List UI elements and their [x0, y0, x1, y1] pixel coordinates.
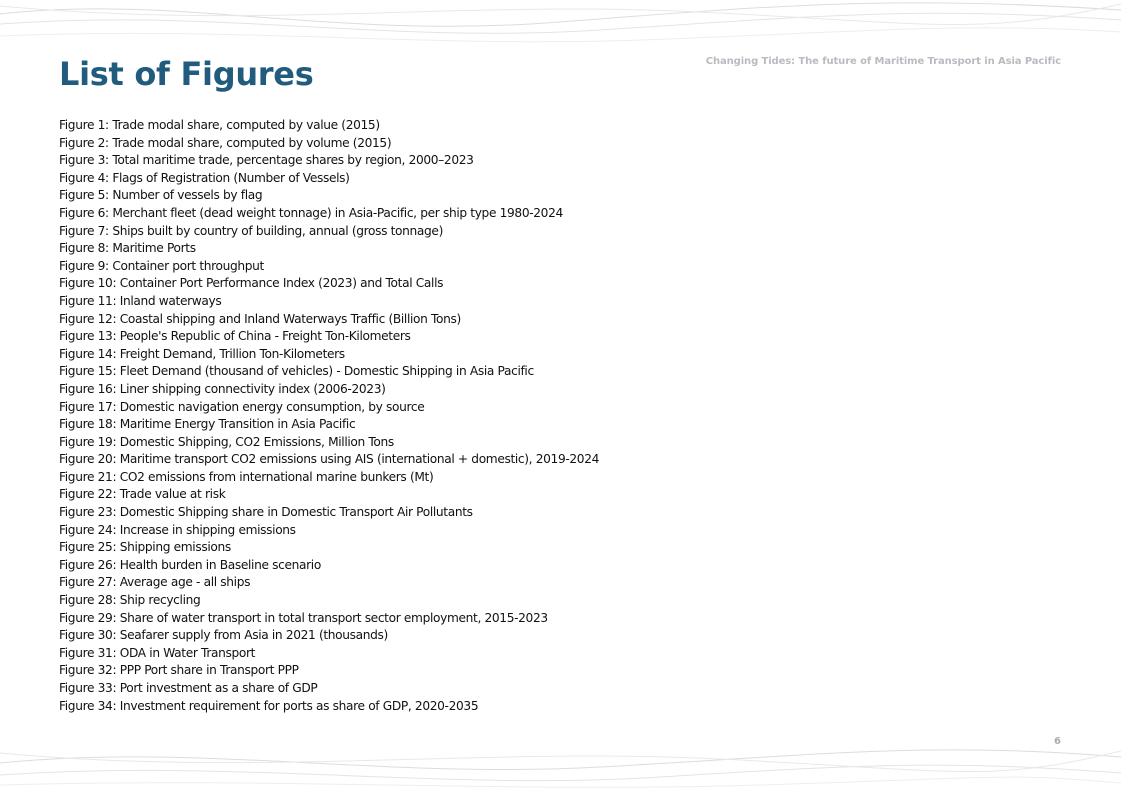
figure-list-item: Figure 16: Liner shipping connectivity index (2006-2023): [59, 381, 386, 396]
figure-list-item: Figure 24: Increase in shipping emissions: [59, 522, 296, 537]
figure-list-item: Figure 10: Container Port Performance Index (2023) and Total Calls: [59, 276, 444, 291]
figure-list-item: Figure 30: Seafarer supply from Asia in 2021 (thousands): [59, 628, 388, 643]
figure-list-item: Figure 27: Average age - all ships: [59, 575, 251, 590]
figure-list-item: Figure 5: Number of vessels by flag: [59, 188, 263, 203]
figure-list-item: Figure 2: Trade modal share, computed by volume (2015): [59, 135, 392, 150]
figure-list-item: Figure 31: ODA in Water Transport: [59, 645, 256, 660]
report-running-header: Changing Tides: The future of Maritime Transport in Asia Pacific: [705, 56, 1061, 67]
figure-list-item: Figure 23: Domestic Shipping share in Domestic Transport Air Pollutants: [59, 505, 473, 520]
figure-list-item: Figure 9: Container port throughput: [59, 258, 264, 273]
figure-list-item: Figure 28: Ship recycling: [59, 593, 201, 608]
figure-list-item: Figure 6: Merchant fleet (dead weight tonnage) in Asia-Pacific, per ship type 1980-2024: [59, 205, 563, 220]
figure-list-item: Figure 13: People's Republic of China - Freight Ton-Kilometers: [59, 329, 411, 344]
page-title: List of Figures: [59, 55, 314, 93]
figure-list-item: Figure 8: Maritime Ports: [59, 241, 196, 256]
page-number: 6: [1054, 736, 1061, 747]
figure-list-item: Figure 12: Coastal shipping and Inland Waterways Traffic (Billion Tons): [59, 311, 461, 326]
figure-list-item: Figure 4: Flags of Registration (Number of Vessels): [59, 170, 350, 185]
figure-list-item: Figure 21: CO2 emissions from international marine bunkers (Mt): [59, 469, 434, 484]
figure-list-item: Figure 34: Investment requirement for ports as share of GDP, 2020-2035: [59, 698, 479, 713]
figure-list-item: Figure 26: Health burden in Baseline scenario: [59, 557, 321, 572]
figure-list-item: Figure 18: Maritime Energy Transition in Asia Pacific: [59, 417, 356, 432]
bottom-wave-decoration: [0, 733, 1121, 793]
figure-list-item: Figure 7: Ships built by country of building, annual (gross tonnage): [59, 223, 443, 238]
figure-list-item: Figure 33: Port investment as a share of GDP: [59, 681, 318, 695]
figure-list-item: Figure 3: Total maritime trade, percentage shares by region, 2000–2023: [59, 153, 474, 168]
figure-list: [59, 117, 599, 715]
figure-list-item: Figure 25: Shipping emissions: [59, 540, 231, 555]
figure-list-item: Figure 17: Domestic navigation energy consumption, by source: [59, 399, 425, 414]
figure-list-item: Figure 32: PPP Port share in Transport PPP: [59, 663, 299, 678]
figure-list-item: Figure 22: Trade value at risk: [59, 487, 226, 502]
figure-list-item: Figure 19: Domestic Shipping, CO2 Emissions, Million Tons: [59, 434, 394, 449]
top-wave-decoration: [0, 0, 1121, 50]
figure-list-item: Figure 1: Trade modal share, computed by value (2015): [59, 118, 380, 132]
figure-list-item: Figure 14: Freight Demand, Trillion Ton-Kilometers: [59, 346, 345, 361]
figure-list-item: Figure 11: Inland waterways: [59, 293, 222, 308]
figure-list-item: Figure 15: Fleet Demand (thousand of vehicles) - Domestic Shipping in Asia Pacific: [59, 364, 534, 379]
figure-list-item: Figure 20: Maritime transport CO2 emissions using AIS (international + domestic), 2019-2024: [59, 452, 600, 467]
figure-list-item: Figure 29: Share of water transport in total transport sector employment, 2015-2023: [59, 610, 548, 625]
